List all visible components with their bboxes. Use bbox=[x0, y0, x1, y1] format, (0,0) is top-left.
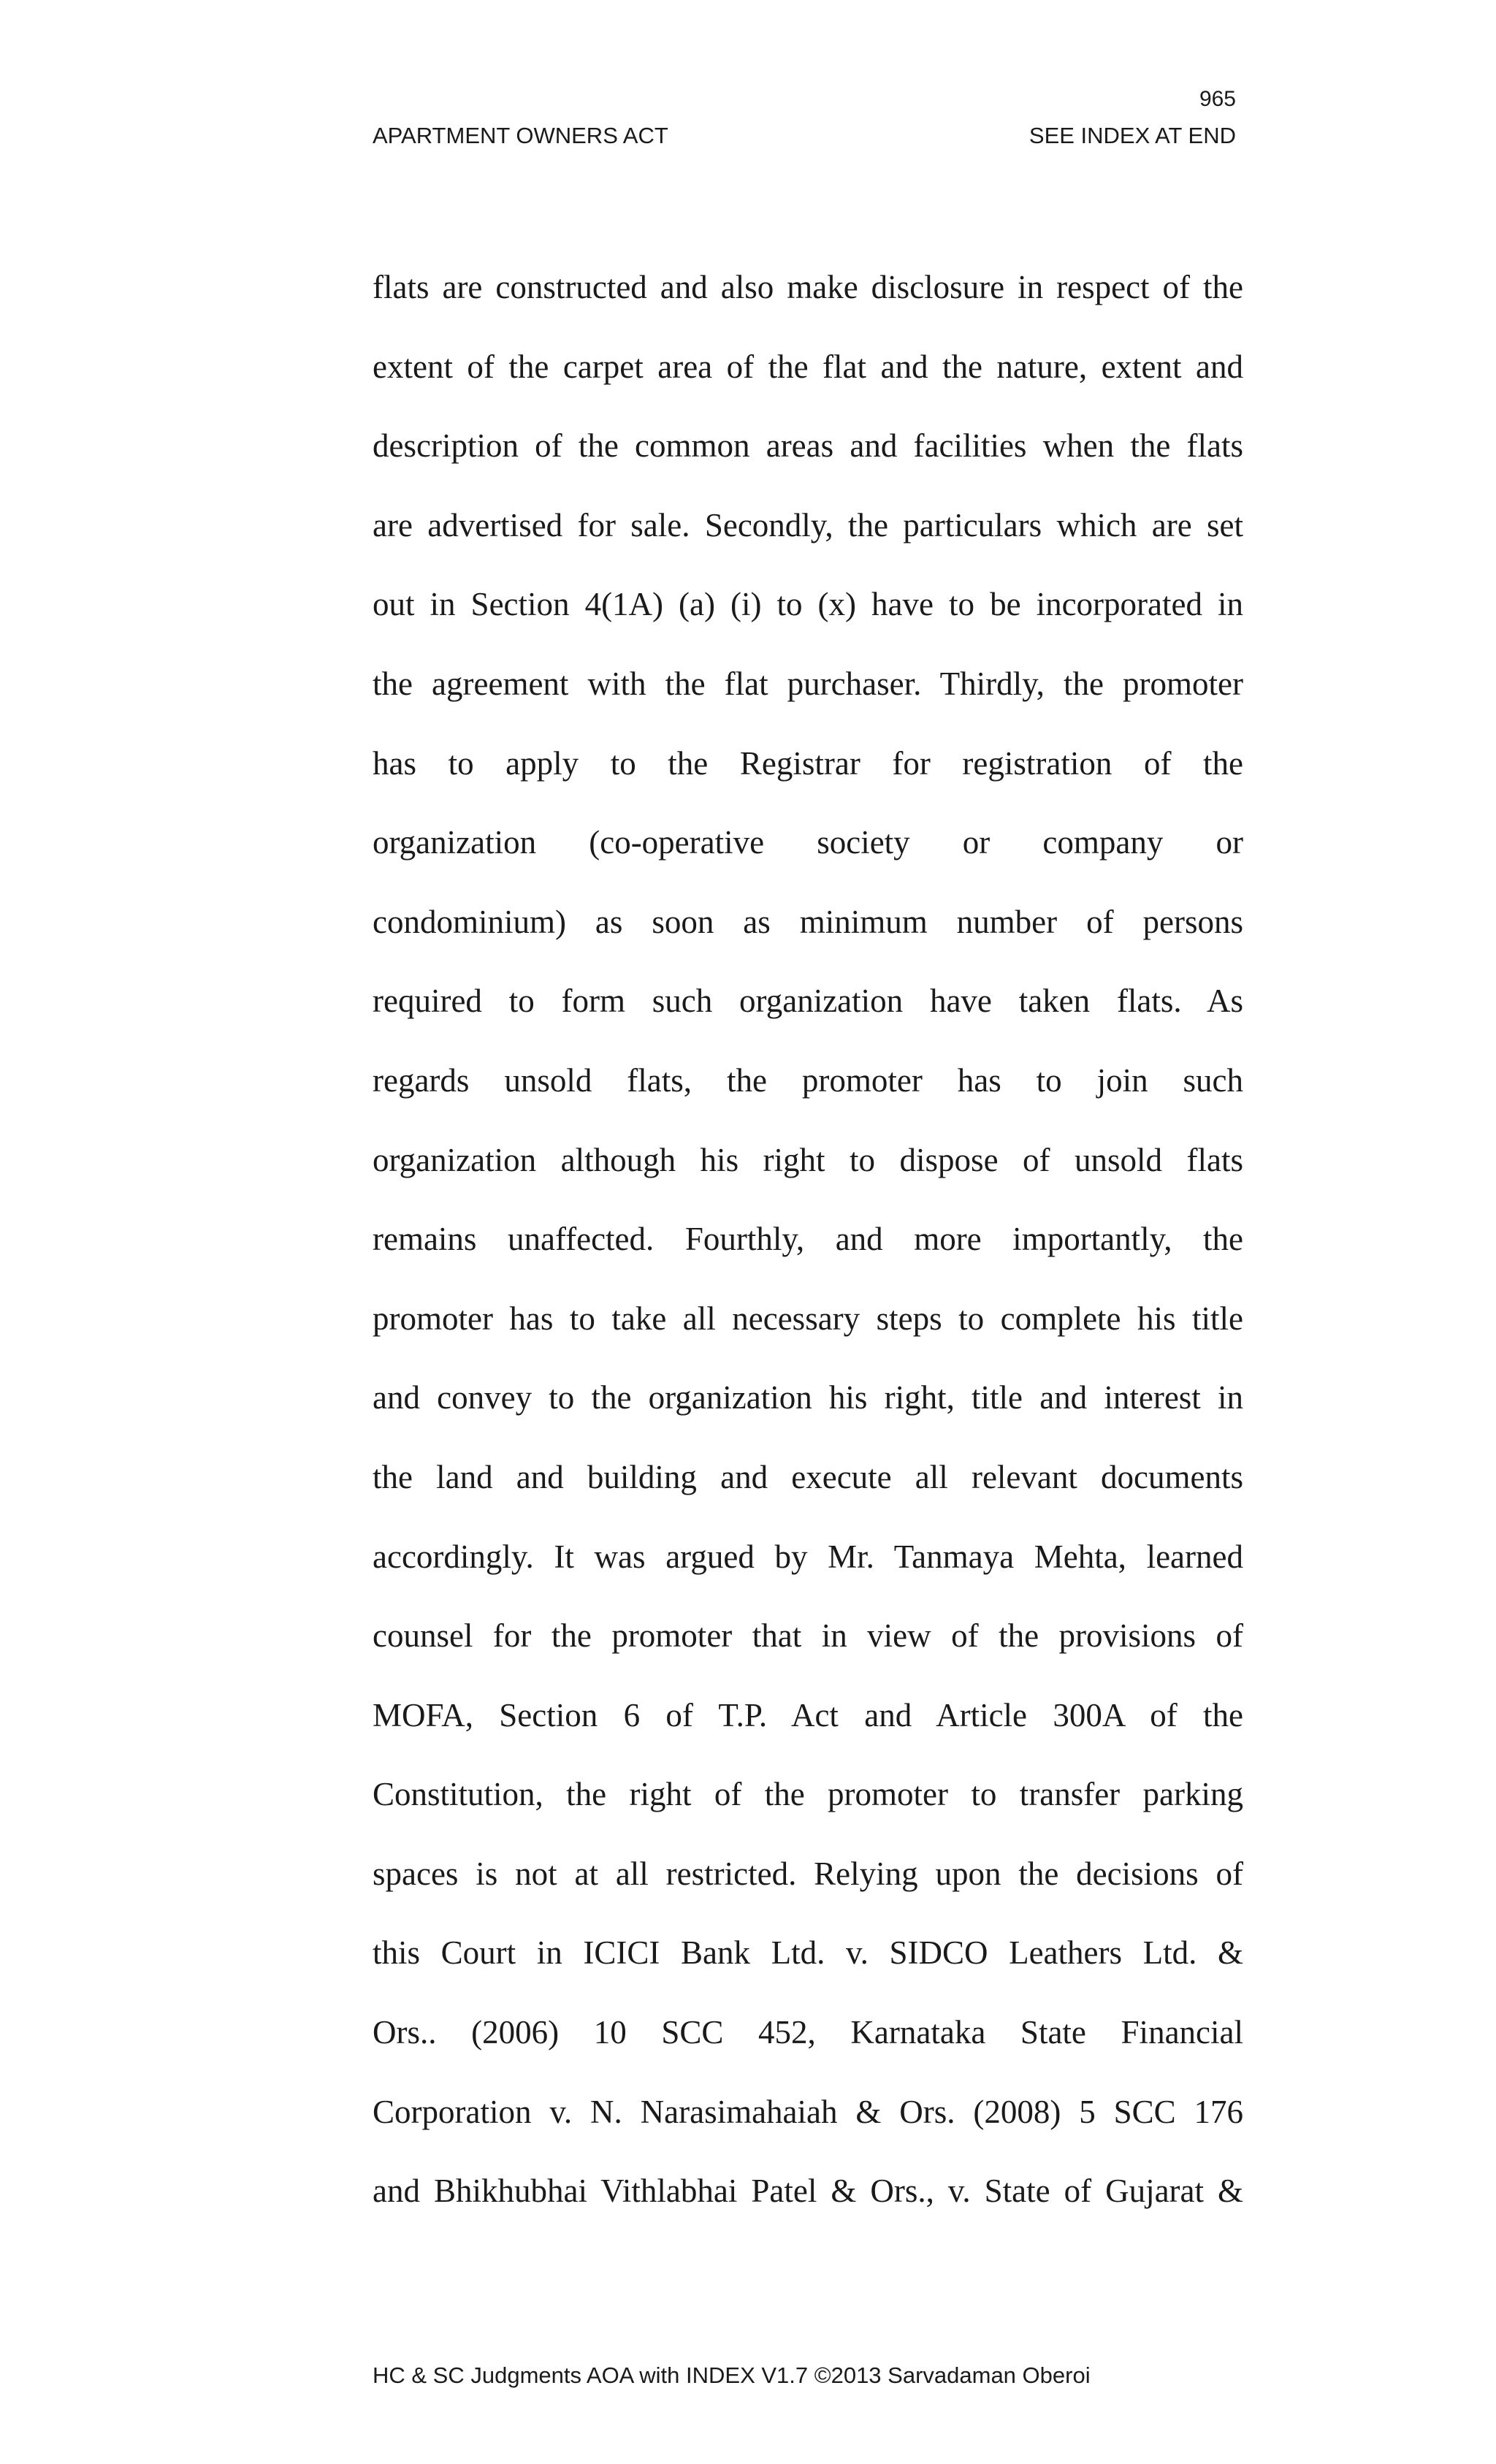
body-line: condominium) as soon as minimum number of persons bbox=[373, 903, 1243, 940]
body-line: Corporation v. N. Narasimahaiah & Ors. (2008) 5 SCC 176 bbox=[373, 2093, 1243, 2130]
body-line: MOFA, Section 6 of T.P. Act and Article 300A of the bbox=[373, 1696, 1243, 1733]
body-line: promoter has to take all necessary steps to complete his title bbox=[373, 1300, 1243, 1337]
running-header-title: APARTMENT OWNERS ACT bbox=[373, 123, 668, 148]
body-line: this Court in ICICI Bank Ltd. v. SIDCO Leathers Ltd. & bbox=[373, 1934, 1243, 1972]
body-line: flats are constructed and also make disclosure in respect of the bbox=[373, 269, 1243, 305]
body-line: Constitution, the right of the promoter to transfer parking bbox=[373, 1776, 1243, 1813]
body-line: regards unsold flats, the promoter has to join such bbox=[373, 1061, 1243, 1099]
body-line: description of the common areas and facilities when the flats bbox=[373, 427, 1243, 465]
body-line: Ors.. (2006) 10 SCC 452, Karnataka State Financial bbox=[373, 2014, 1243, 2051]
body-line: and Bhikhubhai Vithlabhai Patel & Ors., v. State of Gujarat & bbox=[373, 2173, 1243, 2210]
body-line: has to apply to the Registrar for registration of the bbox=[373, 744, 1243, 782]
body-line: the agreement with the flat purchaser. Thirdly, the promoter bbox=[373, 665, 1243, 702]
body-line: required to form such organization have taken flats. As bbox=[373, 983, 1243, 1020]
judgment-body-text bbox=[373, 263, 1243, 2246]
body-line: out in Section 4(1A) (a) (i) to (x) have to be incorporated in bbox=[373, 586, 1243, 623]
running-header-index-note: SEE INDEX AT END bbox=[1028, 123, 1236, 148]
body-line: spaces is not at all restricted. Relying upon the decisions of bbox=[373, 1855, 1243, 1892]
body-line: organization although his right to dispose of unsold flats bbox=[373, 1141, 1243, 1178]
body-line: organization (co-operative society or company or bbox=[373, 824, 1243, 861]
body-line: counsel for the promoter that in view of the provisions of bbox=[373, 1617, 1243, 1655]
body-line: are advertised for sale. Secondly, the particulars which are set bbox=[373, 506, 1243, 543]
body-line: remains unaffected. Fourthly, and more importantly, the bbox=[373, 1221, 1243, 1258]
body-line: the land and building and execute all relevant documents bbox=[373, 1458, 1243, 1495]
body-line: and convey to the organization his right, title and interest in bbox=[373, 1379, 1243, 1416]
page-number: 965 bbox=[1199, 87, 1236, 111]
body-line: accordingly. It was argued by Mr. Tanmaya Mehta, learned bbox=[373, 1538, 1243, 1575]
body-line: extent of the carpet area of the flat and the nature, extent and bbox=[373, 348, 1243, 385]
page-footer: HC & SC Judgments AOA with INDEX V1.7 ©2013 Sarvadaman Oberoi bbox=[373, 2362, 1091, 2388]
